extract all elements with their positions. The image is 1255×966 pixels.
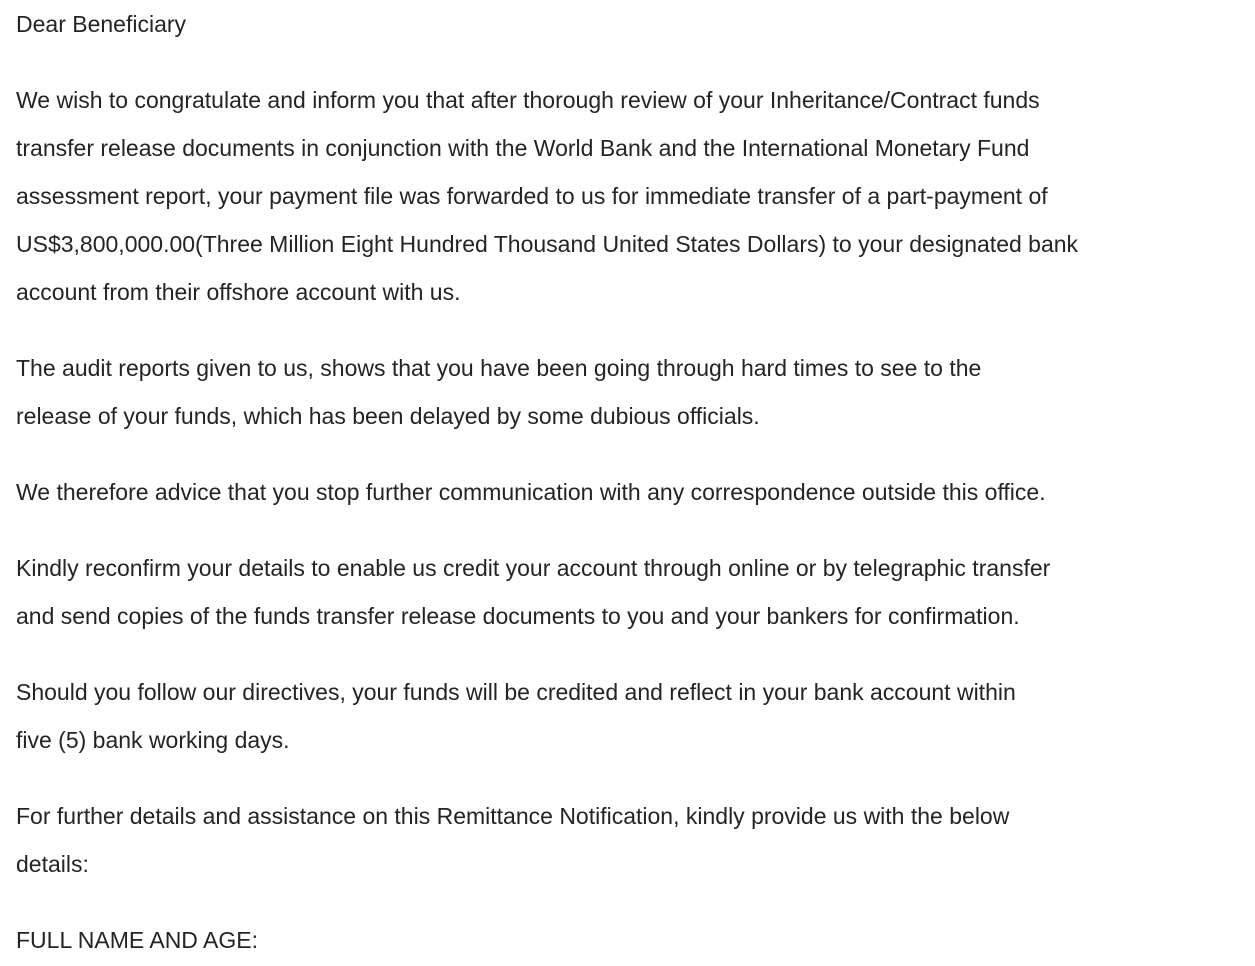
paragraph-greeting xyxy=(16,0,1241,48)
text-line: We therefore advice that you stop further communication with any correspondence outside this office. xyxy=(16,479,1046,505)
text-line: assessment report, your payment file was forwarded to us for immediate transfer of a part-payment of xyxy=(16,183,1048,209)
text-line: For further details and assistance on this Remittance Notification, kindly provide us with the below xyxy=(16,803,1010,829)
text-line: transfer release documents in conjunction with the World Bank and the International Monetary Fund xyxy=(16,135,1030,161)
text-line: details: xyxy=(16,851,89,877)
greeting-line: Dear Beneficiary xyxy=(16,11,187,37)
text-line: US$3,800,000.00(Three Million Eight Hundred Thousand United States Dollars) to your designated bank xyxy=(16,231,1079,257)
text-line: We wish to congratulate and inform you that after thorough review of your Inheritance/Contract funds xyxy=(16,87,1040,113)
text-line: and send copies of the funds transfer release documents to you and your bankers for confirmation. xyxy=(16,603,1020,629)
text-line: FULL NAME AND AGE: xyxy=(16,927,258,953)
text-line: release of your funds, which has been delayed by some dubious officials. xyxy=(16,403,760,429)
text-line: The audit reports given to us, shows that you have been going through hard times to see to the xyxy=(16,355,982,381)
text-line: five (5) bank working days. xyxy=(16,727,290,753)
text-line: Should you follow our directives, your funds will be credited and reflect in your bank account within xyxy=(16,679,1016,705)
text-line: Kindly reconfirm your details to enable us credit your account through online or by telegraphic transfer xyxy=(16,555,1051,581)
text-line: account from their offshore account with us. xyxy=(16,279,461,305)
